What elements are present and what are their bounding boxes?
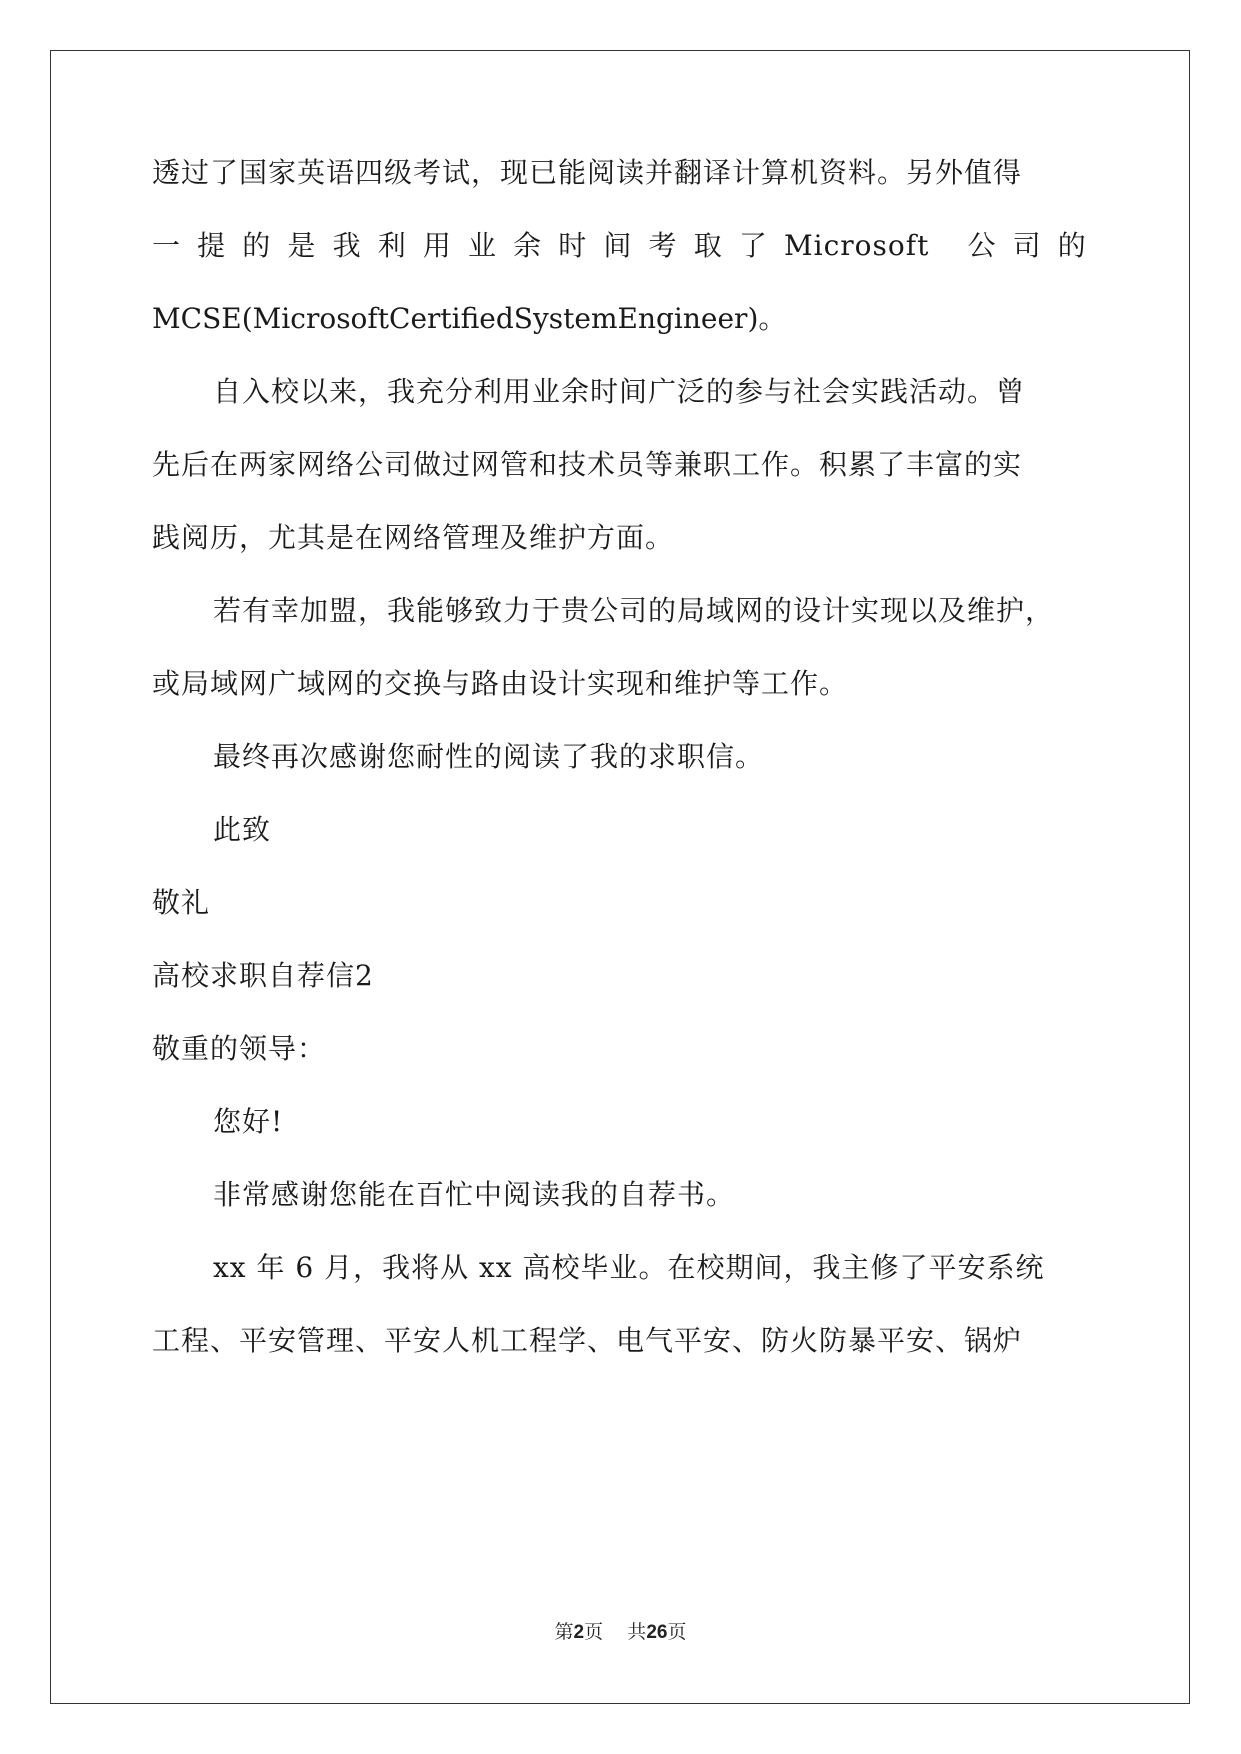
word: 余 bbox=[513, 229, 543, 262]
page-number: 2 bbox=[573, 1622, 585, 1643]
word: 取 bbox=[693, 229, 723, 262]
word: 用 bbox=[422, 229, 452, 262]
word: 了 bbox=[738, 229, 768, 262]
text-line: 先后在两家网络公司做过网管和技术员等兼职工作。积累了丰富的实 bbox=[152, 448, 1023, 481]
word: 利 bbox=[377, 229, 407, 262]
paragraph-line: 非常感谢您能在百忙中阅读我的自荐书。 bbox=[213, 1178, 736, 1211]
page-footer bbox=[0, 1620, 1241, 1645]
total-pages: 26 bbox=[646, 1622, 668, 1643]
paragraph-line: 最终再次感谢您耐性的阅读了我的求职信。 bbox=[213, 740, 765, 773]
word: 的 bbox=[242, 229, 272, 262]
footer-page-suffix: 页 bbox=[584, 1621, 604, 1643]
paragraph-line: 若有幸加盟，我能够致力于贵公司的局域网的设计实现以及维护， bbox=[213, 594, 1055, 627]
text-line: 践阅历，尤其是在网络管理及维护方面。 bbox=[152, 521, 675, 554]
closing-salutation: 此致 bbox=[213, 813, 272, 846]
text-line: 或局域网广域网的交换与路由设计实现和维护等工作。 bbox=[152, 667, 849, 700]
word: 司 bbox=[1012, 229, 1042, 262]
footer-total-suffix: 页 bbox=[667, 1621, 687, 1643]
word: 的 bbox=[1057, 229, 1087, 262]
word: 业 bbox=[467, 229, 497, 262]
word: 一 bbox=[152, 229, 182, 262]
word: 提 bbox=[197, 229, 227, 262]
word: 间 bbox=[603, 229, 633, 262]
closing-regards: 敬礼 bbox=[152, 886, 211, 919]
greeting-hello: 您好! bbox=[213, 1105, 284, 1138]
word: Microsoft bbox=[783, 229, 930, 262]
paragraph-line: xx 年 6 月，我将从 xx 高校毕业。在校期间，我主修了平安系统 bbox=[213, 1251, 1045, 1284]
footer-total-prefix: 共 bbox=[627, 1621, 647, 1643]
paragraph-line: 自入校以来，我充分利用业余时间广泛的参与社会实践活动。曾 bbox=[213, 375, 1026, 408]
text-line: 工程、平安管理、平安人机工程学、电气平安、防火防暴平安、锅炉 bbox=[152, 1324, 1023, 1357]
section-title: 高校求职自荐信2 bbox=[152, 959, 374, 992]
footer-prefix: 第 bbox=[554, 1621, 574, 1643]
greeting-recipient: 敬重的领导： bbox=[152, 1032, 327, 1065]
text-line-2 bbox=[152, 226, 1087, 266]
word: 考 bbox=[648, 229, 678, 262]
word: 我 bbox=[332, 229, 362, 262]
word: 公 bbox=[967, 229, 997, 262]
word: 时 bbox=[558, 229, 588, 262]
word: 是 bbox=[287, 229, 317, 262]
text-line-1: 透过了国家英语四级考试，现已能阅读并翻译计算机资料。另外值得 bbox=[152, 156, 1023, 189]
text-line-3: MCSE(MicrosoftCertifiedSystemEngineer)。 bbox=[152, 302, 787, 335]
